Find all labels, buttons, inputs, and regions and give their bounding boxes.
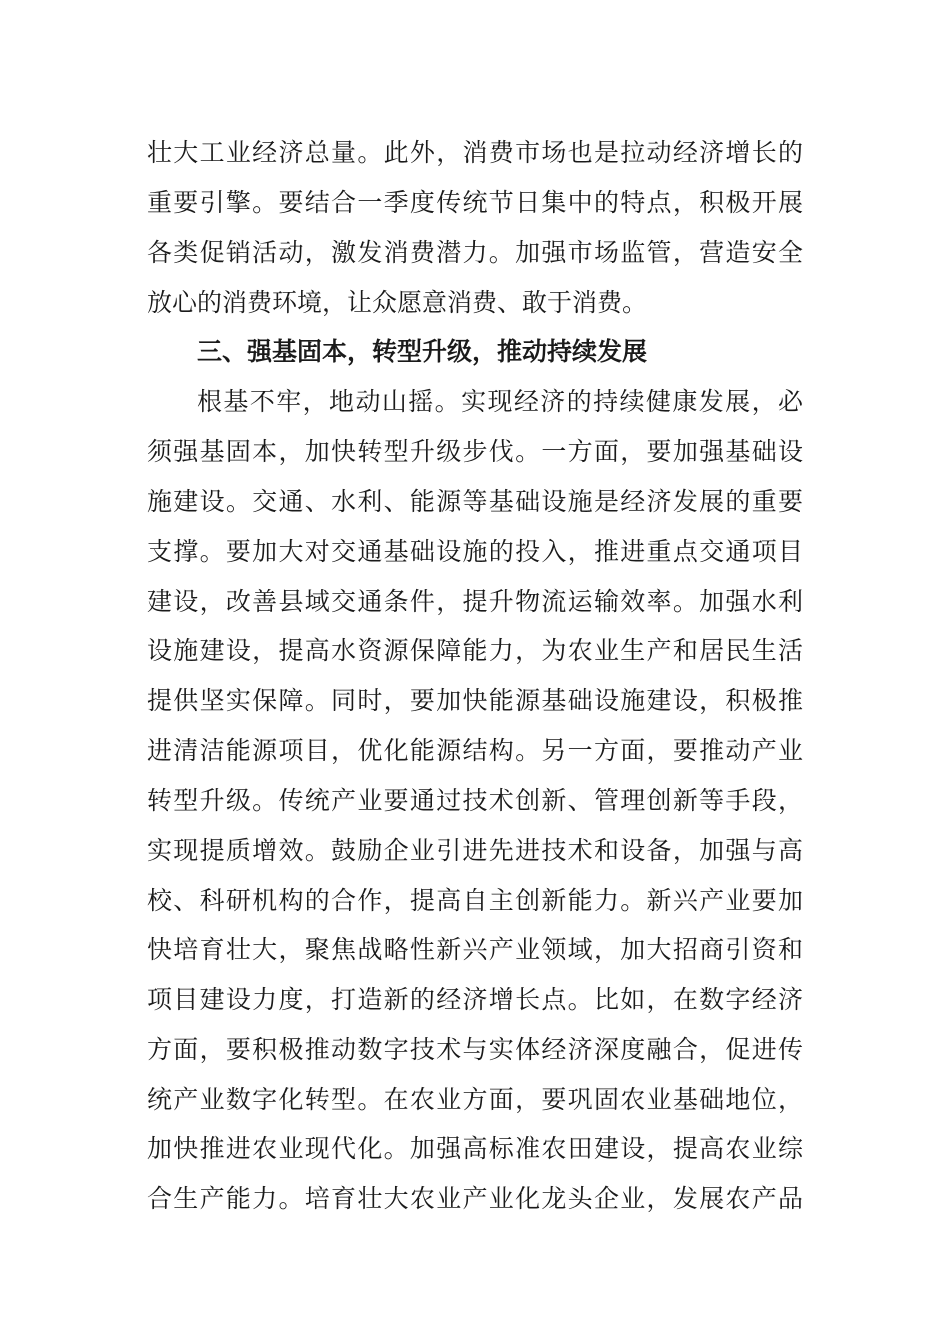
paragraph-line: 快培育壮大，聚焦战略性新兴产业领域，加大招商引资和: [147, 935, 803, 964]
paragraph-line: 方面，要积极推动数字技术与实体经济深度融合，促进传: [147, 1035, 803, 1064]
paragraph-line: 统产业数字化转型。在农业方面，要巩固农业基础地位，: [147, 1085, 803, 1114]
paragraph-line: 各类促销活动，激发消费潜力。加强市场监管，营造安全: [147, 238, 803, 267]
paragraph-line: 校、科研机构的合作，提高自主创新能力。新兴产业要加: [147, 886, 803, 915]
paragraph-line: 重要引擎。要结合一季度传统节日集中的特点，积极开展: [147, 188, 803, 217]
paragraph-line: 项目建设力度，打造新的经济增长点。比如，在数字经济: [147, 985, 803, 1014]
paragraph-line: 设施建设，提高水资源保障能力，为农业生产和居民生活: [147, 636, 803, 665]
paragraph-line: 壮大工业经济总量。此外，消费市场也是拉动经济增长的: [147, 138, 803, 167]
section-heading: 三、强基固本，转型升级，推动持续发展: [197, 337, 648, 366]
paragraph-line: 须强基固本，加快转型升级步伐。一方面，要加强基础设: [147, 437, 803, 466]
paragraph-line: 支撑。要加大对交通基础设施的投入，推进重点交通项目: [147, 537, 803, 566]
paragraph-line: 建设，改善县域交通条件，提升物流运输效率。加强水利: [147, 587, 803, 616]
paragraph-line: 转型升级。传统产业要通过技术创新、管理创新等手段，: [147, 786, 803, 815]
paragraph-line: 合生产能力。培育壮大农业产业化龙头企业，发展农产品: [147, 1184, 803, 1213]
paragraph-line: 根基不牢，地动山摇。实现经济的持续健康发展，必: [197, 387, 803, 416]
paragraph-line: 放心的消费环境，让众愿意消费、敢于消费。: [147, 288, 648, 317]
paragraph-line: 实现提质增效。鼓励企业引进先进技术和设备，加强与高: [147, 836, 803, 865]
paragraph-line: 提供坚实保障。同时，要加快能源基础设施建设，积极推: [147, 686, 803, 715]
paragraph-line: 进清洁能源项目，优化能源结构。另一方面，要推动产业: [147, 736, 803, 765]
paragraph-line: 加快推进农业现代化。加强高标准农田建设，提高农业综: [147, 1134, 803, 1163]
paragraph-line: 施建设。交通、水利、能源等基础设施是经济发展的重要: [147, 487, 803, 516]
